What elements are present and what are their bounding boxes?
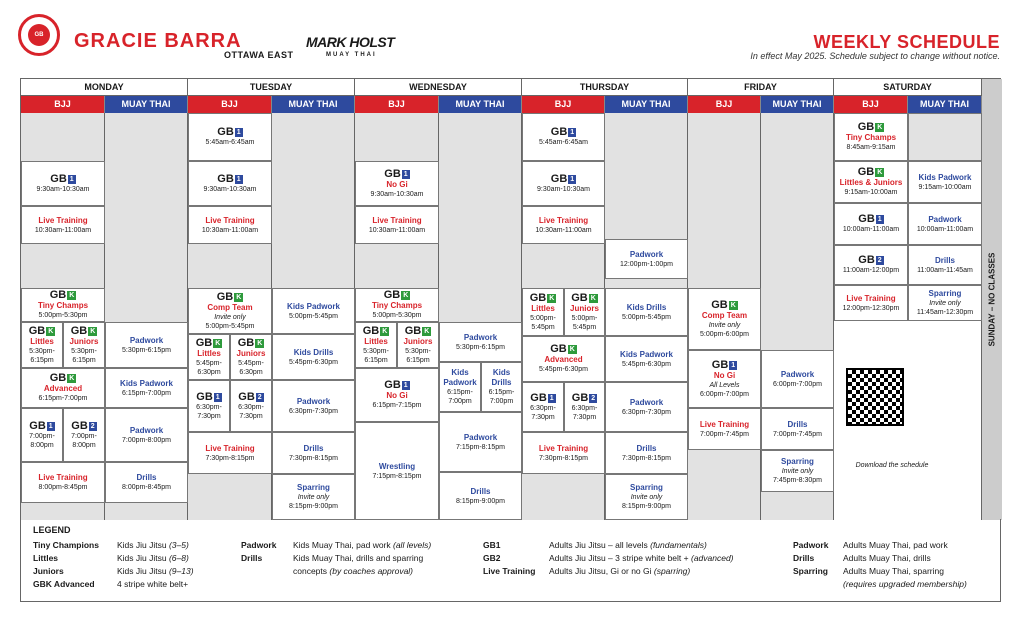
class-cell: GB 1 No Gi 9:30am-10:30am xyxy=(355,161,439,206)
legend-desc: Adults Jiu Jitsu – 3 stripe white belt + xyxy=(549,553,691,563)
class-cell: GB 2 11:00am-12:00pm xyxy=(834,245,908,285)
class-cell: GB 2 6:30pm-7:30pm xyxy=(564,382,605,432)
class-cell: Drills 8:00pm-8:45pm xyxy=(105,462,188,503)
legend-row xyxy=(793,579,967,589)
mon-mt-header: MUAY THAI xyxy=(105,96,188,113)
qr-caption: Download the schedule xyxy=(855,462,929,469)
class-cell: Live Training 8:00pm-8:45pm xyxy=(21,462,105,503)
mon-bjj-header: BJJ xyxy=(21,96,105,113)
class-cell: Kids Drills 5:45pm-6:30pm xyxy=(272,334,355,380)
legend-desc: Adults Muay Thai, sparring xyxy=(843,566,944,576)
legend-desc: Kids Jiu Jitsu xyxy=(117,553,169,563)
thu-mt-header: MUAY THAI xyxy=(605,96,688,113)
class-cell: GB K Advanced 6:15pm-7:00pm xyxy=(21,368,105,408)
class-cell: GB K Juniors 5:30pm-6:15pm xyxy=(63,322,105,368)
class-cell: Live Training 10:30am-11:00am xyxy=(355,206,439,244)
legend-term: GBK Advanced xyxy=(33,579,95,589)
legend-row xyxy=(33,553,189,563)
class-cell: Drills 7:30pm-8:15pm xyxy=(272,432,355,474)
thu-bjj-header: BJJ xyxy=(522,96,605,113)
legend-desc: concepts xyxy=(293,566,330,576)
class-cell: Kids Drills 6:15pm-7:00pm xyxy=(481,362,522,412)
class-cell: GB 1 9:30am-10:30am xyxy=(21,161,105,206)
partner-logo: MARK HOLST xyxy=(306,34,395,50)
class-cell: GB 2 7:00pm-8:00pm xyxy=(63,408,105,462)
class-cell: Kids Drills 5:00pm-5:45pm xyxy=(605,288,688,336)
class-cell: GB K Juniors 5:00pm-5:45pm xyxy=(564,288,605,336)
class-cell: GB K Littles & Juniors 9:15am-10:00am xyxy=(834,161,908,203)
class-cell: GB 1 No Gi All Levels 6:00pm-7:00pm xyxy=(688,350,761,408)
class-cell: GB K Littles 5:00pm-5:45pm xyxy=(522,288,564,336)
legend-row xyxy=(33,566,194,576)
class-cell: GB K Littles 5:30pm-6:15pm xyxy=(21,322,63,368)
class-cell: Live Training 10:30am-11:00am xyxy=(522,206,605,244)
class-cell: GB K Advanced 5:45pm-6:30pm xyxy=(522,336,605,382)
legend-title: LEGEND xyxy=(33,525,71,535)
legend-note: (3–5) xyxy=(168,540,189,550)
class-cell: Padwork 6:00pm-7:00pm xyxy=(761,350,834,408)
class-cell: GB K Juniors 5:45pm-6:30pm xyxy=(230,334,272,380)
legend-term: GB2 xyxy=(483,553,501,563)
wed-bjj-header: BJJ xyxy=(355,96,439,113)
sat-mt-header: MUAY THAI xyxy=(908,96,982,113)
class-cell: Drills 11:00am-11:45am xyxy=(908,245,982,285)
legend-desc: Kids Jiu Jitsu xyxy=(117,566,169,576)
legend-desc: Adults Jiu Jitsu, Gi or no Gi xyxy=(549,566,654,576)
class-cell: Drills 7:00pm-7:45pm xyxy=(761,408,834,450)
legend-term: Littles xyxy=(33,553,59,563)
page-title: WEEKLY SCHEDULE xyxy=(813,32,1000,52)
legend-row xyxy=(483,540,707,550)
legend-note: (requires upgraded membership) xyxy=(843,579,967,589)
class-cell: GB 1 10:00am-11:00am xyxy=(834,203,908,245)
day-friday: FRIDAY xyxy=(688,79,834,96)
legend-row xyxy=(241,566,413,576)
qr-code-icon[interactable] xyxy=(846,368,904,426)
legend-row xyxy=(33,579,188,589)
legend-term: Padwork xyxy=(793,540,829,550)
legend-row xyxy=(483,566,690,576)
brand-location: OTTAWA EAST xyxy=(224,50,294,60)
class-cell: GB K Tiny Champs 5:00pm-5:30pm xyxy=(21,288,105,322)
legend-desc: Adults Jiu Jitsu – all levels xyxy=(549,540,651,550)
legend-row xyxy=(241,553,423,563)
empty-cell xyxy=(908,113,982,161)
legend-desc: Adults Muay Thai, pad work xyxy=(843,540,948,550)
legend-row xyxy=(793,566,944,576)
class-cell: Sparring Invite only 8:15pm-9:00pm xyxy=(272,474,355,520)
sat-bjj-header: BJJ xyxy=(834,96,908,113)
legend-term: Drills xyxy=(241,553,263,563)
legend-desc: 4 stripe white belt+ xyxy=(117,579,189,589)
wed-mt-header: MUAY THAI xyxy=(439,96,522,113)
legend-term: GB1 xyxy=(483,540,501,550)
class-cell: GB 1 5:45am-6:45am xyxy=(522,113,605,161)
class-cell: Wrestling 7:15pm-8:15pm xyxy=(355,422,439,520)
legend-term: Live Training xyxy=(483,566,536,576)
day-thursday: THURSDAY xyxy=(522,79,688,96)
class-cell: Padwork 7:15pm-8:15pm xyxy=(439,412,522,472)
class-cell: GB K Tiny Champs 5:00pm-5:30pm xyxy=(355,288,439,322)
fri-mt-header: MUAY THAI xyxy=(761,96,834,113)
legend-desc: Adults Muay Thai, drills xyxy=(843,553,931,563)
legend-desc: Kids Muay Thai, pad work xyxy=(293,540,393,550)
day-wednesday: WEDNESDAY xyxy=(355,79,522,96)
legend-row xyxy=(483,553,734,563)
class-cell: Padwork 5:30pm-6:15pm xyxy=(439,322,522,362)
tue-mt-header: MUAY THAI xyxy=(272,96,355,113)
legend-row xyxy=(793,540,948,550)
partner-logo-sub: MUAY THAI xyxy=(326,52,377,58)
legend-term: Tiny Champions xyxy=(33,540,99,550)
class-cell: GB 2 6:30pm-7:30pm xyxy=(230,380,272,432)
class-cell: GB 1 6:30pm-7:30pm xyxy=(188,380,230,432)
class-cell: Drills 7:30pm-8:15pm xyxy=(605,432,688,474)
class-cell: Kids Padwork 5:00pm-5:45pm xyxy=(272,288,355,334)
day-saturday: SATURDAY xyxy=(834,79,982,96)
class-cell: Padwork 5:30pm-6:15pm xyxy=(105,322,188,368)
class-cell: GB 1 7:00pm-8:00pm xyxy=(21,408,63,462)
class-cell: GB 1 6:30pm-7:30pm xyxy=(522,382,564,432)
brand-name: GRACIE BARRA xyxy=(74,30,242,52)
class-cell: Live Training 12:00pm-12:30pm xyxy=(834,285,908,321)
legend-desc: Kids Jiu Jitsu xyxy=(117,540,169,550)
tue-bjj-header: BJJ xyxy=(188,96,272,113)
legend-row xyxy=(33,540,189,550)
class-cell: Padwork 12:00pm-1:00pm xyxy=(605,239,688,279)
seal-center: GB xyxy=(28,24,50,46)
class-cell: GB K Comp Team Invite only 5:00pm-5:45pm xyxy=(188,288,272,334)
legend-note: (fundamentals) xyxy=(650,540,707,550)
legend-term: Sparring xyxy=(793,566,828,576)
class-cell: Drills 8:15pm-9:00pm xyxy=(439,472,522,520)
class-cell: GB K Comp Team Invite only 5:00pm-6:00pm xyxy=(688,288,761,350)
class-cell: GB K Tiny Champs 8:45am-9:15am xyxy=(834,113,908,161)
class-cell: Padwork 10:00am-11:00am xyxy=(908,203,982,245)
class-cell: Padwork 6:30pm-7:30pm xyxy=(272,380,355,432)
schedule-grid xyxy=(20,78,1001,519)
class-cell: Live Training 7:30pm-8:15pm xyxy=(522,432,605,474)
class-cell: Live Training 7:00pm-7:45pm xyxy=(688,408,761,450)
legend-term: Padwork xyxy=(241,540,277,550)
class-cell: Live Training 10:30am-11:00am xyxy=(21,206,105,244)
class-cell: GB 1 9:30am-10:30am xyxy=(522,161,605,206)
legend xyxy=(20,519,1001,602)
class-cell: Live Training 10:30am-11:00am xyxy=(188,206,272,244)
class-cell: Kids Padwork 9:15am-10:00am xyxy=(908,161,982,203)
legend-term: Juniors xyxy=(33,566,64,576)
class-cell: GB 1 9:30am-10:30am xyxy=(188,161,272,206)
legend-row xyxy=(241,540,431,550)
legend-note: (advanced) xyxy=(690,553,734,563)
legend-note: (sparring) xyxy=(653,566,691,576)
day-monday: MONDAY xyxy=(21,79,188,96)
sunday-banner: SUNDAY – NO CLASSES xyxy=(982,79,1002,520)
class-cell: GB K Littles 5:30pm-6:15pm xyxy=(355,322,397,368)
class-cell: GB K Juniors 5:30pm-6:15pm xyxy=(397,322,439,368)
class-cell: GB 1 5:45am-6:45am xyxy=(188,113,272,161)
class-cell: Padwork 7:00pm-8:00pm xyxy=(105,408,188,462)
class-cell: Padwork 6:30pm-7:30pm xyxy=(605,382,688,432)
class-cell: GB 1 No Gi 6:15pm-7:15pm xyxy=(355,368,439,422)
class-cell: Sparring Invite only 11:45am-12:30pm xyxy=(908,285,982,321)
fri-bjj-header: BJJ xyxy=(688,96,761,113)
class-cell: Kids Padwork 6:15pm-7:00pm xyxy=(105,368,188,408)
class-cell: GB K Littles 5:45pm-6:30pm xyxy=(188,334,230,380)
legend-row xyxy=(793,553,931,563)
header xyxy=(0,0,1024,78)
class-cell: Kids Padwork 6:15pm-7:00pm xyxy=(439,362,481,412)
class-cell: Kids Padwork 5:45pm-6:30pm xyxy=(605,336,688,382)
class-cell: Sparring Invite only 7:45pm-8:30pm xyxy=(761,450,834,492)
legend-note: (9–13) xyxy=(168,566,194,576)
legend-term: Drills xyxy=(793,553,815,563)
day-tuesday: TUESDAY xyxy=(188,79,355,96)
class-cell: Live Training 7:30pm-8:15pm xyxy=(188,432,272,474)
legend-note: (all levels) xyxy=(393,540,432,550)
class-cell: Sparring Invite only 8:15pm-9:00pm xyxy=(605,474,688,520)
legend-note: (6–8) xyxy=(168,553,189,563)
gracie-barra-seal-logo xyxy=(18,14,60,56)
page-subtitle: In effect May 2025. Schedule subject to change without notice. xyxy=(750,51,1000,61)
legend-note: (by coaches approval) xyxy=(329,566,414,576)
legend-desc: Kids Muay Thai, drills and sparring xyxy=(293,553,424,563)
